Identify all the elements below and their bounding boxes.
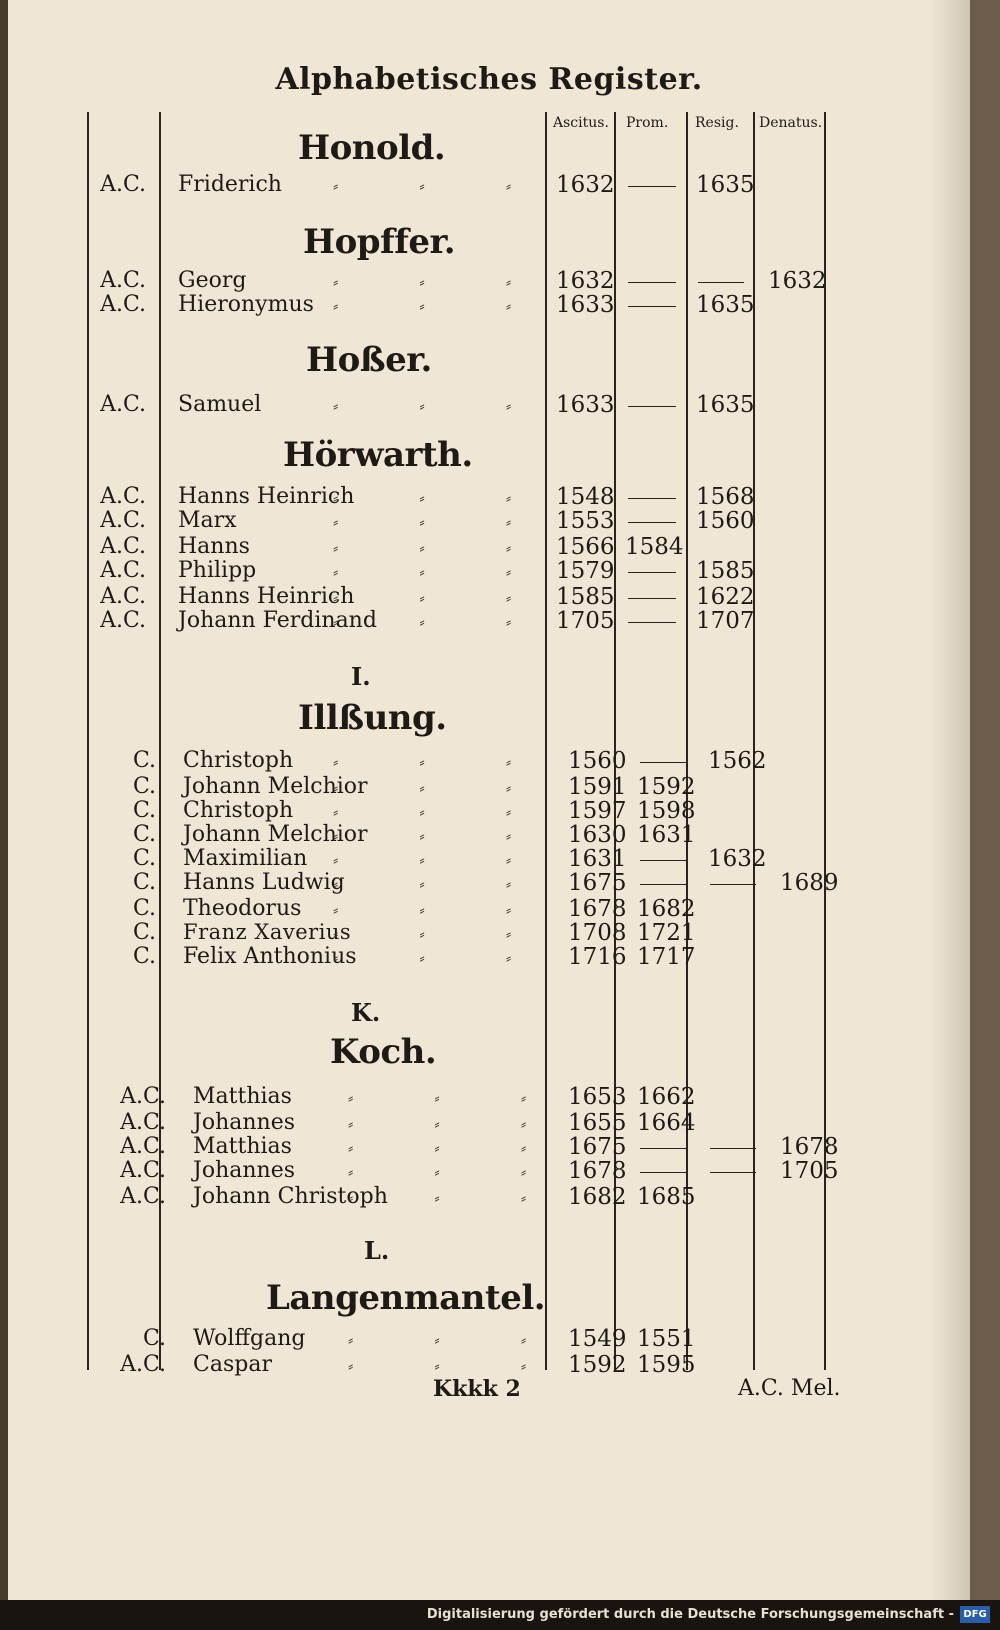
year-denatus: 1705 bbox=[780, 1158, 839, 1184]
year-prom: 1592 bbox=[637, 774, 696, 800]
year-ascitus: 1585 bbox=[556, 584, 615, 610]
family-heading: Illßung. bbox=[298, 698, 447, 738]
register-row bbox=[8, 1184, 970, 1208]
register-row bbox=[8, 584, 970, 608]
leader-dots: ⸗ ⸗ ⸗ bbox=[333, 900, 550, 919]
year-ascitus: 1678 bbox=[568, 896, 627, 922]
leader-dots: ⸗ ⸗ ⸗ bbox=[348, 1138, 565, 1157]
register-row bbox=[8, 608, 970, 632]
confession-label: A.C. bbox=[120, 1110, 166, 1135]
register-row bbox=[8, 1352, 970, 1376]
year-prom: 1721 bbox=[637, 920, 696, 946]
family-heading: Hoßer. bbox=[306, 340, 432, 380]
person-name: Georg bbox=[178, 268, 247, 293]
leader-dots: ⸗ ⸗ ⸗ bbox=[333, 752, 550, 771]
leader-dots: ⸗ ⸗ ⸗ bbox=[333, 948, 550, 967]
person-name: Hanns Ludwig bbox=[183, 870, 345, 895]
year-ascitus: 1632 bbox=[556, 268, 615, 294]
year-denatus: 1632 bbox=[768, 268, 827, 294]
year-ascitus: 1716 bbox=[568, 944, 627, 970]
confession-label: A.C. bbox=[100, 584, 146, 609]
person-name: Hanns bbox=[178, 534, 250, 559]
year-resig: 1560 bbox=[696, 508, 755, 534]
dash-prom bbox=[640, 762, 688, 763]
leader-dots: ⸗ ⸗ ⸗ bbox=[333, 778, 550, 797]
year-prom: 1631 bbox=[637, 822, 696, 848]
person-name: Marx bbox=[178, 508, 237, 533]
year-prom: 1682 bbox=[637, 896, 696, 922]
register-row bbox=[8, 822, 970, 846]
leader-dots: ⸗ ⸗ ⸗ bbox=[333, 826, 550, 845]
section-letter: I. bbox=[351, 662, 371, 691]
confession-label: A.C. bbox=[100, 534, 146, 559]
year-denatus: 1678 bbox=[780, 1134, 839, 1160]
leader-dots: ⸗ ⸗ ⸗ bbox=[348, 1188, 565, 1207]
year-resig: 1568 bbox=[696, 484, 755, 510]
year-prom: 1717 bbox=[637, 944, 696, 970]
person-name: Philipp bbox=[178, 558, 257, 583]
family-heading: Koch. bbox=[330, 1032, 437, 1072]
year-ascitus: 1630 bbox=[568, 822, 627, 848]
register-row bbox=[8, 292, 970, 316]
year-ascitus: 1553 bbox=[556, 508, 615, 534]
year-ascitus: 1632 bbox=[556, 172, 615, 198]
year-prom: 1595 bbox=[637, 1352, 696, 1378]
confession-label: A.C. bbox=[100, 172, 146, 197]
confession-label: C. bbox=[132, 920, 156, 945]
dash-prom bbox=[628, 306, 676, 307]
family-heading: Hopffer. bbox=[303, 222, 456, 262]
confession-label: A.C. bbox=[100, 268, 146, 293]
register-row bbox=[8, 534, 970, 558]
year-ascitus: 1549 bbox=[568, 1326, 627, 1352]
dash-prom bbox=[628, 282, 676, 283]
register-row bbox=[8, 268, 970, 292]
dash-prom bbox=[628, 498, 676, 499]
leader-dots: ⸗ ⸗ ⸗ bbox=[333, 396, 550, 415]
register-row bbox=[8, 484, 970, 508]
year-resig: 1635 bbox=[696, 292, 755, 318]
person-name: Johann Ferdinand bbox=[178, 608, 377, 633]
person-name: Christoph bbox=[183, 798, 294, 823]
person-name: Samuel bbox=[178, 392, 262, 417]
dash-prom bbox=[628, 572, 676, 573]
register-row bbox=[8, 870, 970, 894]
person-name: Johann Christoph bbox=[193, 1184, 388, 1209]
confession-label: C. bbox=[132, 944, 156, 969]
register-row bbox=[8, 1158, 970, 1182]
register-row bbox=[8, 172, 970, 196]
dash-prom bbox=[640, 1148, 688, 1149]
leader-dots: ⸗ ⸗ ⸗ bbox=[333, 538, 550, 557]
leader-dots: ⸗ ⸗ ⸗ bbox=[348, 1114, 565, 1133]
register-row bbox=[8, 392, 970, 416]
year-ascitus: 1653 bbox=[568, 1084, 627, 1110]
leader-dots: ⸗ ⸗ ⸗ bbox=[333, 296, 550, 315]
register-row bbox=[8, 944, 970, 968]
section-letter: K. bbox=[351, 998, 381, 1027]
leader-dots: ⸗ ⸗ ⸗ bbox=[333, 612, 550, 631]
dash-resig bbox=[698, 282, 744, 283]
year-ascitus: 1682 bbox=[568, 1184, 627, 1210]
confession-label: C. bbox=[132, 748, 156, 773]
dash-resig bbox=[710, 884, 756, 885]
confession-label: C. bbox=[142, 1326, 166, 1351]
person-name: Hanns Heinrich bbox=[178, 484, 355, 509]
confession-label: A.C. bbox=[120, 1184, 166, 1209]
leader-dots: ⸗ ⸗ ⸗ bbox=[333, 272, 550, 291]
year-resig: 1622 bbox=[696, 584, 755, 610]
confession-label: A.C. bbox=[100, 484, 146, 509]
digitization-note: Digitalisierung gefördert durch die Deutsche Forschungsgemeinschaft - bbox=[426, 1607, 954, 1622]
confession-label: A.C. bbox=[100, 508, 146, 533]
person-name: Maximilian bbox=[183, 846, 308, 871]
person-name: Johannes bbox=[193, 1110, 295, 1135]
year-resig: 1635 bbox=[696, 392, 755, 418]
column-header-denatus: Denatus. bbox=[759, 115, 823, 131]
year-ascitus: 1675 bbox=[568, 870, 627, 896]
register-row bbox=[8, 920, 970, 944]
person-name: Felix Anthonius bbox=[183, 944, 357, 969]
dash-resig bbox=[710, 1172, 756, 1173]
dash-prom bbox=[640, 860, 688, 861]
register-row bbox=[8, 798, 970, 822]
column-header-ascitus: Ascitus. bbox=[553, 115, 609, 131]
year-ascitus: 1675 bbox=[568, 1134, 627, 1160]
dash-prom bbox=[628, 598, 676, 599]
register-row bbox=[8, 1110, 970, 1134]
confession-label: A.C. bbox=[100, 292, 146, 317]
signature-mark: Kkkk 2 bbox=[433, 1376, 521, 1402]
person-name: Christoph bbox=[183, 748, 294, 773]
confession-label: C. bbox=[132, 896, 156, 921]
leader-dots: ⸗ ⸗ ⸗ bbox=[333, 588, 550, 607]
column-header-resig: Resig. bbox=[695, 115, 739, 131]
year-resig: 1635 bbox=[696, 172, 755, 198]
year-prom: 1664 bbox=[637, 1110, 696, 1136]
leader-dots: ⸗ ⸗ ⸗ bbox=[333, 488, 550, 507]
confession-label: A.C. bbox=[120, 1352, 166, 1377]
leader-dots: ⸗ ⸗ ⸗ bbox=[348, 1356, 565, 1375]
year-ascitus: 1591 bbox=[568, 774, 627, 800]
dash-resig bbox=[710, 1148, 756, 1149]
person-name: Theodorus bbox=[183, 896, 302, 921]
leader-dots: ⸗ ⸗ ⸗ bbox=[333, 802, 550, 821]
register-row bbox=[8, 1326, 970, 1350]
register-row bbox=[8, 846, 970, 870]
year-ascitus: 1678 bbox=[568, 1158, 627, 1184]
book-edge-right bbox=[970, 0, 1000, 1600]
year-resig: 1585 bbox=[696, 558, 755, 584]
person-name: Matthias bbox=[193, 1084, 292, 1109]
dfg-logo: DFG bbox=[960, 1606, 990, 1623]
person-name: Johann Melchior bbox=[183, 822, 368, 847]
year-resig: 1707 bbox=[696, 608, 755, 634]
confession-label: C. bbox=[132, 774, 156, 799]
year-ascitus: 1631 bbox=[568, 846, 627, 872]
leader-dots: ⸗ ⸗ ⸗ bbox=[333, 924, 550, 943]
year-ascitus: 1592 bbox=[568, 1352, 627, 1378]
year-ascitus: 1548 bbox=[556, 484, 615, 510]
person-name: Caspar bbox=[193, 1352, 272, 1377]
leader-dots: ⸗ ⸗ ⸗ bbox=[333, 850, 550, 869]
dash-prom bbox=[628, 622, 676, 623]
page bbox=[8, 0, 970, 1600]
register-row bbox=[8, 896, 970, 920]
year-ascitus: 1566 bbox=[556, 534, 615, 560]
confession-label: A.C. bbox=[100, 608, 146, 633]
person-name: Friderich bbox=[178, 172, 282, 197]
year-ascitus: 1560 bbox=[568, 748, 627, 774]
register-row bbox=[8, 1134, 970, 1158]
confession-label: C. bbox=[132, 846, 156, 871]
year-ascitus: 1579 bbox=[556, 558, 615, 584]
leader-dots: ⸗ ⸗ ⸗ bbox=[348, 1330, 565, 1349]
confession-label: C. bbox=[132, 822, 156, 847]
confession-label: A.C. bbox=[120, 1084, 166, 1109]
confession-label: A.C. bbox=[100, 392, 146, 417]
book-binding-left bbox=[0, 0, 8, 1600]
confession-label: C. bbox=[132, 798, 156, 823]
register-row bbox=[8, 558, 970, 582]
year-ascitus: 1633 bbox=[556, 292, 615, 318]
year-denatus: 1689 bbox=[780, 870, 839, 896]
page-title: Alphabetisches Register. bbox=[275, 62, 703, 97]
dash-prom bbox=[628, 522, 676, 523]
year-prom: 1662 bbox=[637, 1084, 696, 1110]
leader-dots: ⸗ ⸗ ⸗ bbox=[333, 176, 550, 195]
year-prom: 1598 bbox=[637, 798, 696, 824]
register-row bbox=[8, 774, 970, 798]
leader-dots: ⸗ ⸗ ⸗ bbox=[348, 1162, 565, 1181]
dash-prom bbox=[628, 186, 676, 187]
family-heading: Hörwarth. bbox=[283, 435, 473, 475]
dash-prom bbox=[640, 1172, 688, 1173]
person-name: Hanns Heinrich bbox=[178, 584, 355, 609]
leader-dots: ⸗ ⸗ ⸗ bbox=[333, 512, 550, 531]
register-row bbox=[8, 1084, 970, 1108]
year-ascitus: 1708 bbox=[568, 920, 627, 946]
year-ascitus: 1597 bbox=[568, 798, 627, 824]
person-name: Matthias bbox=[193, 1134, 292, 1159]
confession-label: C. bbox=[132, 870, 156, 895]
person-name: Johann Melchior bbox=[183, 774, 368, 799]
leader-dots: ⸗ ⸗ ⸗ bbox=[333, 874, 550, 893]
year-prom: 1685 bbox=[637, 1184, 696, 1210]
leader-dots: ⸗ ⸗ ⸗ bbox=[333, 562, 550, 581]
person-name: Hieronymus bbox=[178, 292, 314, 317]
dash-prom bbox=[640, 884, 688, 885]
confession-label: A.C. bbox=[100, 558, 146, 583]
family-heading: Honold. bbox=[298, 128, 446, 168]
confession-label: A.C. bbox=[120, 1134, 166, 1159]
family-heading: Langenmantel. bbox=[266, 1278, 546, 1318]
year-prom: 1551 bbox=[637, 1326, 696, 1352]
year-resig: 1632 bbox=[708, 846, 767, 872]
catchword: A.C. Mel. bbox=[738, 1376, 841, 1401]
section-letter: L. bbox=[364, 1236, 390, 1265]
confession-label: A.C. bbox=[120, 1158, 166, 1183]
leader-dots: ⸗ ⸗ ⸗ bbox=[348, 1088, 565, 1107]
year-ascitus: 1633 bbox=[556, 392, 615, 418]
year-prom: 1584 bbox=[625, 534, 684, 560]
year-ascitus: 1655 bbox=[568, 1110, 627, 1136]
dash-prom bbox=[628, 406, 676, 407]
column-header-prom: Prom. bbox=[626, 115, 669, 131]
year-ascitus: 1705 bbox=[556, 608, 615, 634]
person-name: Franz Xaverius bbox=[183, 920, 352, 944]
person-name: Wolffgang bbox=[193, 1326, 306, 1351]
register-row bbox=[8, 508, 970, 532]
year-resig: 1562 bbox=[708, 748, 767, 774]
register-row bbox=[8, 748, 970, 772]
person-name: Johannes bbox=[193, 1158, 295, 1183]
